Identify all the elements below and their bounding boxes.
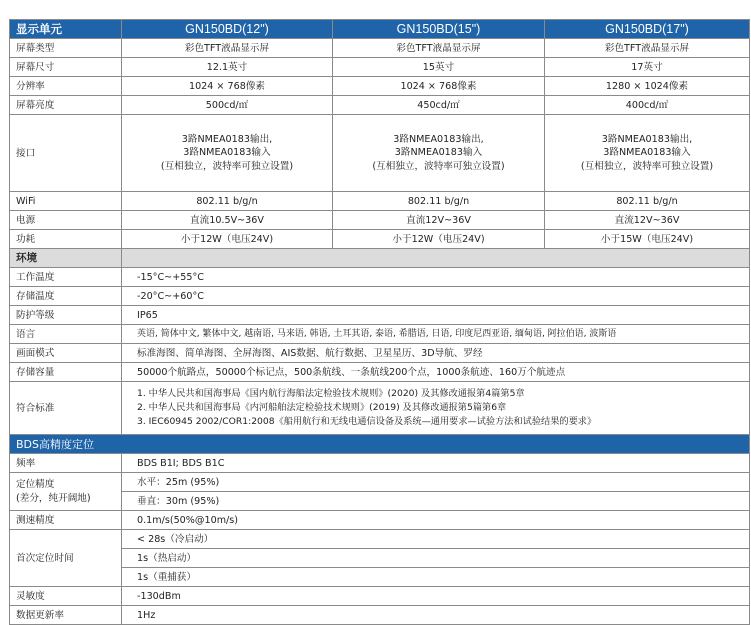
model-15: GN150BD(15") [333,20,545,39]
standard-line: 3. IEC60945 2002/COR1:2008《船用航行和无线电通信设备及系统—通用要求—试验方法和试验结果的要求》 [137,416,597,427]
spec-table-container [9,19,749,625]
cell: 直流12V~36V [333,211,545,230]
interface-line: 3路NMEA0183输出, [601,133,693,145]
row-resolution [10,77,750,96]
cell: 15英寸 [333,58,545,77]
interface-line: (互相独立，波特率可独立设置) [372,160,505,172]
row-label: 存储容量 [10,363,122,382]
row-label: 接口 [10,115,122,192]
cell: 17英寸 [545,58,750,77]
row-label: 屏幕亮度 [10,96,122,115]
cell: 500cd/㎡ [122,96,333,115]
section-title: 环境 [10,249,122,268]
row-wifi [10,192,750,211]
cell: 小于12W（电压24V) [333,230,545,249]
row-storage-temp [10,287,750,306]
row-label: 分辨率 [10,77,122,96]
row-label: 符合标准 [10,382,122,435]
row-label: 电源 [10,211,122,230]
section-environment [10,249,750,268]
interface-line: 3路NMEA0183输入 [394,147,483,159]
accuracy-label-line1: 定位精度 [16,478,55,490]
row-display-modes [10,344,750,363]
cell: 标准海图、简单海图、全屏海图、AIS数据、航行数据、卫星星历、3D导航、罗经 [122,344,750,363]
header-row [10,20,750,39]
model-17: GN150BD(17") [545,20,750,39]
cell: 1s（热启动） [122,549,750,568]
cell: 垂直：30m (95%) [122,492,750,511]
cell: 50000个航路点，50000个标记点，500条航线、一条航线200个点，1000条航迹、160万个航迹点 [122,363,750,382]
accuracy-label [10,473,122,511]
row-label: 首次定位时间 [10,530,122,587]
row-label: 屏幕类型 [10,39,122,58]
row-storage-capacity [10,363,750,382]
cell: IP65 [122,306,750,325]
row-label: 防护等级 [10,306,122,325]
row-label: 测速精度 [10,511,122,530]
cell: -15°C~+55°C [122,268,750,287]
standards-cell [122,382,750,435]
section-bds [10,435,750,454]
cell: -20°C~+60°C [122,287,750,306]
interface-cell-12 [122,115,333,192]
cell: 英语, 简体中文, 繁体中文, 越南语, 马来语, 韩语, 土耳其语, 泰语, 希腊语, 日语, 印度尼西亚语, 缅甸语, 阿拉伯语, 波斯语 [122,325,750,344]
cell: 400cd/㎡ [545,96,750,115]
cell: 彩色TFT液晶显示屏 [122,39,333,58]
cell: 直流10.5V~36V [122,211,333,230]
row-standards [10,382,750,435]
cell: BDS B1I; BDS B1C [122,454,750,473]
row-label: 灵敏度 [10,587,122,606]
row-sensitivity [10,587,750,606]
cell: 小于12W（电压24V) [122,230,333,249]
interface-line: 3路NMEA0183输入 [603,147,691,159]
row-power-consumption [10,230,750,249]
standard-line: 1. 中华人民共和国海事局《国内航行海船法定检验技术规则》(2020) 及其修改通报第4篇第5章 [137,388,525,399]
row-power-supply [10,211,750,230]
interface-line: (互相独立，波特率可独立设置) [160,160,294,172]
cell: 1280 × 1024像素 [545,77,750,96]
header-label: 显示单元 [10,20,122,39]
cell: -130dBm [122,587,750,606]
interface-cell-15 [333,115,545,192]
section-fill [122,249,750,268]
section-title: BDS高精度定位 [10,435,750,454]
cell: 1s（重捕获） [122,568,750,587]
cell: 彩色TFT液晶显示屏 [333,39,545,58]
row-brightness [10,96,750,115]
cell: 12.1英寸 [122,58,333,77]
cell: 水平：25m (95%) [122,473,750,492]
cell: 1Hz [122,606,750,625]
row-interface [10,115,750,192]
interface-line: 3路NMEA0183输出, [393,133,484,145]
row-label: WiFi [10,192,122,211]
cell: 802.11 b/g/n [333,192,545,211]
row-label: 存储温度 [10,287,122,306]
cell: 802.11 b/g/n [545,192,750,211]
cell: 802.11 b/g/n [122,192,333,211]
row-accuracy-h [10,473,750,492]
row-label: 屏幕尺寸 [10,58,122,77]
row-operating-temp [10,268,750,287]
spec-table [9,19,750,625]
cell: 0.1m/s(50%@10m/s) [122,511,750,530]
row-screen-type [10,39,750,58]
cell: 彩色TFT液晶显示屏 [545,39,750,58]
standard-line: 2. 中华人民共和国海事局《内河船舶法定检验技术规则》(2019) 及其修改通报第5篇第6章 [137,402,507,413]
row-label: 数据更新率 [10,606,122,625]
cell: 小于15W（电压24V) [545,230,750,249]
interface-cell-17 [545,115,750,192]
row-languages [10,325,750,344]
row-label: 画面模式 [10,344,122,363]
row-update-rate [10,606,750,625]
row-label: 功耗 [10,230,122,249]
cell: 450cd/㎡ [333,96,545,115]
cell: 直流12V~36V [545,211,750,230]
model-12: GN150BD(12") [122,20,333,39]
row-frequency [10,454,750,473]
cell: < 28s（冷启动） [122,530,750,549]
row-protection [10,306,750,325]
row-screen-size [10,58,750,77]
row-label: 工作温度 [10,268,122,287]
row-ttff-cold [10,530,750,549]
row-label: 语言 [10,325,122,344]
cell: 1024 × 768像素 [122,77,333,96]
interface-line: 3路NMEA0183输入 [183,147,271,159]
accuracy-label-line2: (差分，纯开阔地) [16,492,91,504]
interface-line: (互相独立，波特率可独立设置) [580,160,714,172]
interface-line: 3路NMEA0183输出, [181,133,273,145]
cell: 1024 × 768像素 [333,77,545,96]
row-speed-accuracy [10,511,750,530]
row-label: 频率 [10,454,122,473]
